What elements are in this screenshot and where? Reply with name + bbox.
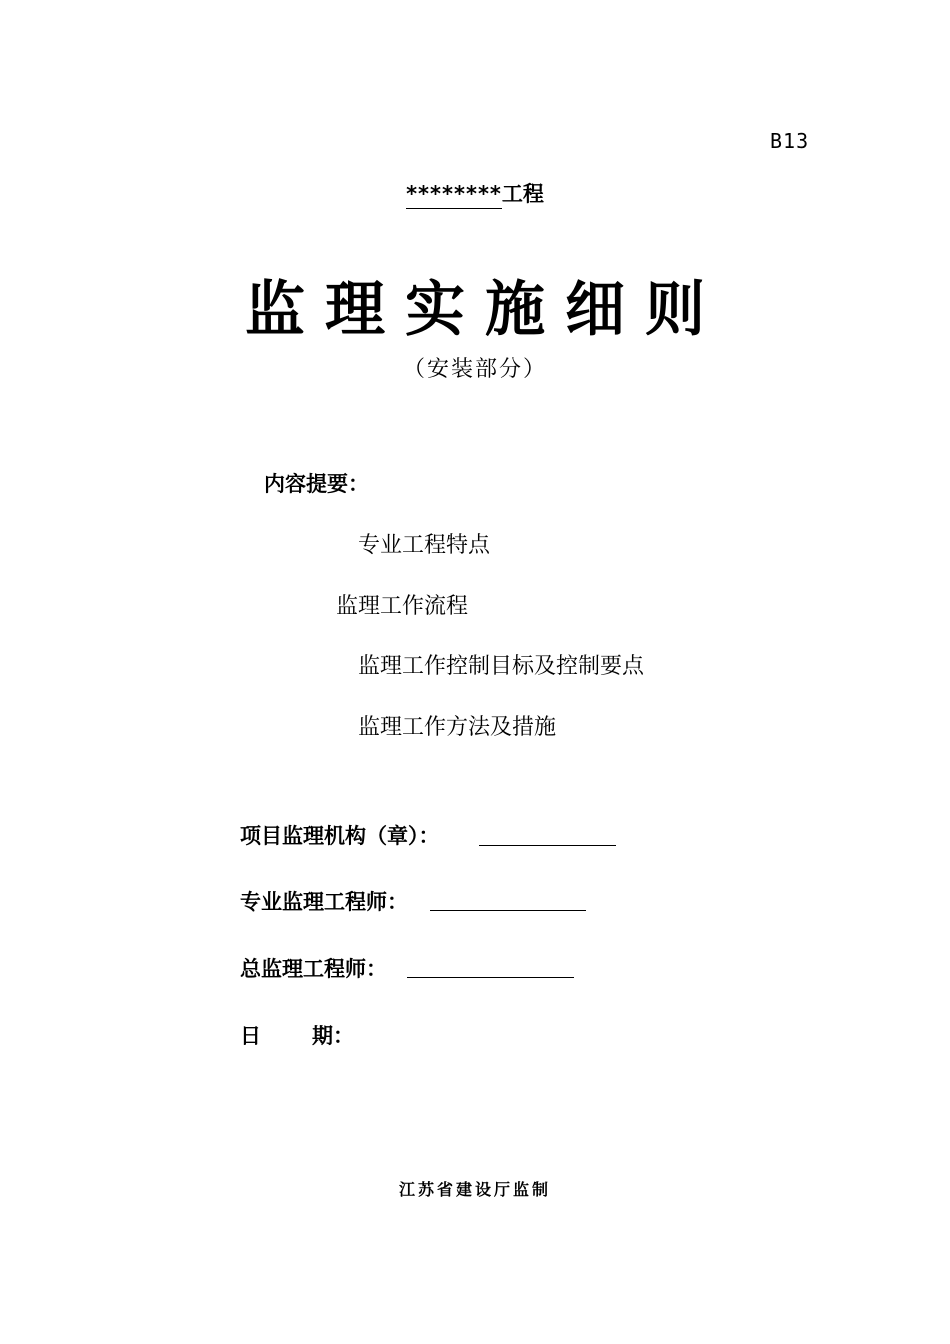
page-title: 监理实施细则: [245, 275, 725, 345]
project-line: [0, 178, 950, 209]
specialist-engineer-label: 专业监理工程师：: [240, 890, 408, 914]
date-label: [240, 1020, 354, 1050]
form-code: B13: [770, 129, 810, 153]
agency-seal-label: 项目监理机构（章）：: [240, 824, 440, 848]
summary-item: 专业工程特点: [358, 533, 491, 558]
date-label-second: 期：: [312, 1024, 354, 1048]
summary-item: 监理工作控制目标及控制要点: [358, 654, 645, 679]
agency-seal-line: [479, 845, 616, 846]
date-label-first: 日: [240, 1024, 261, 1048]
summary-item: 监理工作方法及措施: [358, 715, 557, 740]
specialist-engineer-line: [430, 910, 586, 911]
project-suffix: 工程: [501, 182, 544, 206]
issuer-footer: 江苏省建设厅监制: [398, 1180, 551, 1199]
project-name: ********: [406, 182, 502, 209]
page-subtitle: （安装部分）: [402, 357, 547, 382]
chief-engineer-line: [407, 977, 574, 978]
chief-engineer-label: 总监理工程师：: [240, 957, 387, 981]
summary-label: 内容提要：: [264, 472, 369, 496]
summary-item: 监理工作流程: [336, 594, 469, 619]
